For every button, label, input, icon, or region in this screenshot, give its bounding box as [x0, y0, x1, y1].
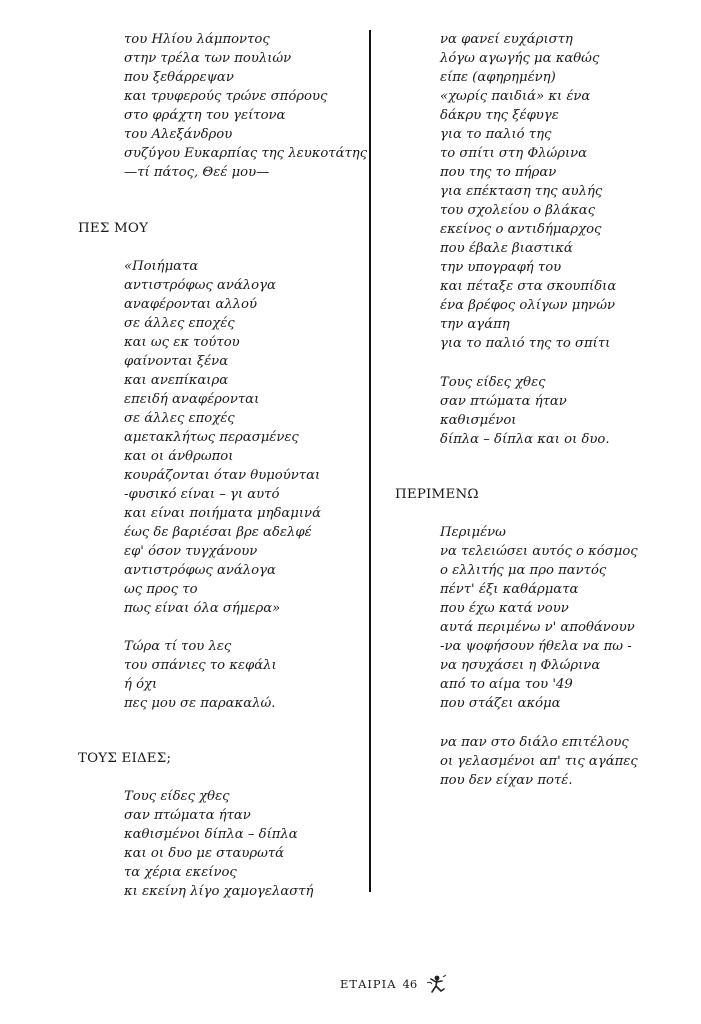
verse-line: Τους είδες χθες [440, 375, 546, 390]
dancing-figure-ornament-icon [423, 973, 449, 995]
verse-line: και οι άνθρωποι [124, 449, 234, 464]
journal-name: ΕΤΑΙΡΙΑ [340, 977, 397, 991]
verse-line: που ξεθάρρεψαν [124, 70, 234, 85]
poem-title: ΤΟΥΣ ΕΙΔΕΣ; [78, 751, 172, 766]
verse-line: -φυσικό είναι – γι αυτό [124, 487, 280, 502]
verse-line: σε άλλες εποχές [124, 411, 235, 426]
verse-line: στο φράχτη του γείτονα [124, 108, 286, 123]
verse-line: καθισμένοι [440, 413, 517, 428]
verse-line: «χωρίς παιδιά» κι ένα [440, 89, 591, 104]
verse-line: επειδή αναφέρονται [124, 392, 260, 407]
verse-line: και πέταξε στα σκουπίδια [440, 279, 617, 294]
verse-line: του σπάνιες το κεφάλι [124, 658, 277, 673]
verse-line: εκείνος ο αντιδήμαρχος [440, 222, 602, 237]
verse-line: και ανεπίκαιρα [124, 373, 229, 388]
verse-line: στην τρέλα των πουλιών [124, 51, 292, 66]
verse-line: σε άλλες εποχές [124, 316, 235, 331]
verse-line: πες μου σε παρακαλώ. [124, 696, 276, 711]
verse-line: για επέκταση της αυλής [440, 184, 603, 199]
verse-line: αναφέρονται αλλού [124, 297, 257, 312]
verse-line: την υπογραφή του [440, 260, 562, 275]
verse-line: για το παλιό της το σπίτι [440, 336, 611, 351]
verse-line: σαν πτώματα ήταν [124, 808, 251, 823]
verse-line: αντιστρόφως ανάλογα [124, 563, 276, 578]
verse-line: δάκρυ της ξέφυγε [440, 108, 559, 123]
verse-line: αμετακλήτως περασμένες [124, 430, 299, 445]
verse-line: «Ποιήματα [124, 259, 199, 274]
verse-line: ως προς το [124, 582, 198, 597]
verse-line: Τώρα τί του λες [124, 639, 232, 654]
verse-line: κι εκείνη λίγο χαμογελαστή [124, 884, 314, 899]
verse-line: δίπλα – δίπλα και οι δυο. [440, 432, 610, 447]
verse-line: το σπίτι στη Φλώρινα [440, 146, 588, 161]
verse-line: και οι δυο με σταυρωτά [124, 846, 285, 861]
verse-line: πως είναι όλα σήμερα» [124, 601, 281, 616]
verse-line: του Ηλίου λάμποντος [124, 32, 270, 47]
verse-line: λόγω αγωγής μα καθώς [440, 51, 600, 66]
verse-line: καθισμένοι δίπλα – δίπλα [124, 827, 298, 842]
verse-line: Τους είδες χθες [124, 789, 230, 804]
verse-line: να παν στο διάλο επιτέλους [440, 735, 629, 750]
verse-line: που δεν είχαν ποτέ. [440, 773, 573, 788]
verse-line: κουράζονται όταν θυμούνται [124, 468, 321, 483]
verse-line: και τρυφερούς τρώνε σπόρους [124, 89, 328, 104]
poem-title: ΠΕΣ ΜΟΥ [78, 221, 149, 236]
verse-line: για το παλιό της [440, 127, 552, 142]
verse-line: -να ψοφήσουν ήθελα να πω - [440, 639, 632, 654]
verse-line: εφ' όσον τυγχάνουν [124, 544, 258, 559]
verse-line: τα χέρια εκείνος [124, 865, 237, 880]
verse-line: ή όχι [124, 677, 158, 692]
verse-line: που της το πήραν [440, 165, 557, 180]
verse-line: ο ελλιτής μα προ παντός [440, 563, 607, 578]
verse-line: του Αλεξάνδρου [124, 127, 233, 142]
verse-line: Περιμένω [440, 525, 506, 540]
verse-line: από το αίμα του '49 [440, 677, 573, 692]
verse-line: οι γελασμένοι απ' τις αγάπες [440, 754, 638, 769]
verse-line: αντιστρόφως ανάλογα [124, 278, 276, 293]
verse-line: να τελειώσει αυτός ο κόσμος [440, 544, 638, 559]
verse-line: του σχολείου ο βλάκας [440, 203, 596, 218]
verse-line: που έχω κατά νουν [440, 601, 569, 616]
verse-line: την αγάπη [440, 317, 510, 332]
verse-line: να φανεί ευχάριστη [440, 32, 573, 47]
verse-line: και ως εκ τούτου [124, 335, 240, 350]
verse-line: είπε (αφηρημένη) [440, 70, 556, 85]
verse-line: συζύγου Ευκαρπίας της λευκοτάτης [124, 146, 368, 161]
page-number: 46 [402, 977, 418, 991]
verse-line: —τί πάτος, Θεέ μου— [124, 165, 270, 180]
verse-line: σαν πτώματα ήταν [440, 394, 567, 409]
verse-line: φαίνονται ξένα [124, 354, 229, 369]
verse-line: ένα βρέφος ολίγων μηνών [440, 298, 615, 313]
verse-line: πέντ' έξι καθάρματα [440, 582, 579, 597]
verse-line: να ησυχάσει η Φλώρινα [440, 658, 601, 673]
poem-title: ΠΕΡΙΜΕΝΩ [395, 487, 479, 502]
verse-line: αυτά περιμένω ν' αποθάνουν [440, 620, 635, 635]
verse-line: που έβαλε βιαστικά [440, 241, 573, 256]
page-footer [340, 972, 449, 996]
verse-line: έως δε βαριέσαι βρε αδελφέ [124, 525, 312, 540]
column-divider [369, 30, 371, 892]
verse-line: και είναι ποιήματα μηδαμινά [124, 506, 321, 521]
verse-line: που στάζει ακόμα [440, 696, 561, 711]
